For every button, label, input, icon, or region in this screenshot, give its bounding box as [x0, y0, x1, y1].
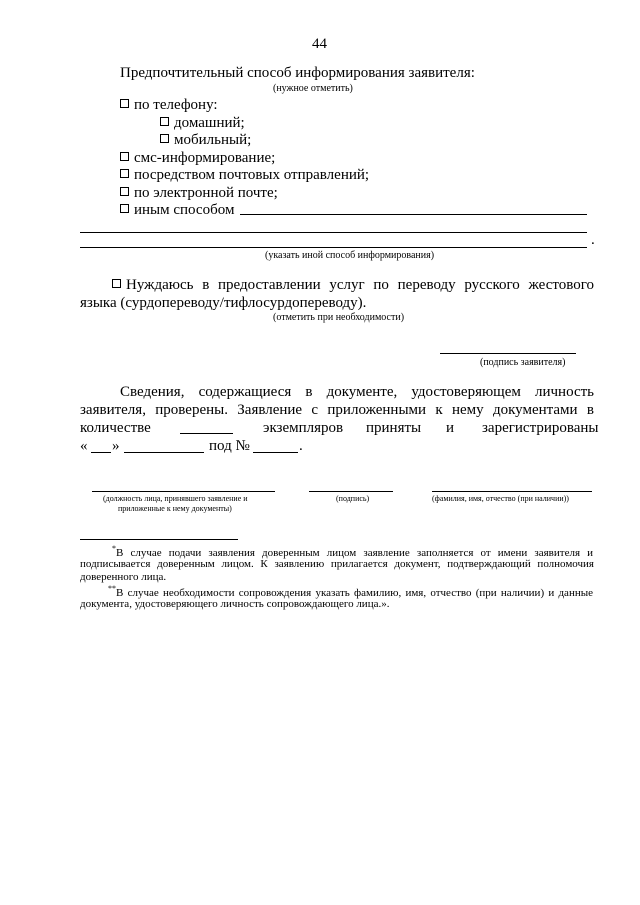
official-signature-line[interactable] [309, 491, 393, 492]
official-position-hint-2: приложенные к нему документы) [118, 504, 232, 513]
option-email[interactable] [120, 185, 278, 202]
verification-line-1: Сведения, содержащиеся в документе, удостоверяющем личность [120, 384, 594, 400]
official-name-line[interactable] [432, 491, 592, 492]
copies-count-line[interactable] [180, 433, 233, 434]
footnote-1-mark: * [112, 544, 116, 553]
official-position-line[interactable] [92, 491, 275, 492]
registration-number-label: под № [209, 438, 250, 454]
applicant-signature-hint: (подпись заявителя) [480, 357, 566, 368]
option-sms-label: смс-информирование; [134, 150, 276, 166]
sign-language-line-1: Нуждаюсь в предоставлении услуг по переводу русского жестового [126, 277, 594, 293]
checkbox-icon[interactable] [160, 134, 169, 143]
page-number: 44 [312, 36, 327, 52]
verification-word-copies: экземпляров [263, 420, 344, 436]
inform-hint: (нужное отметить) [273, 83, 353, 94]
sign-language-hint: (отметить при необходимости) [273, 312, 405, 323]
other-method-line-2[interactable] [80, 232, 587, 233]
option-home-label: домашний; [174, 115, 245, 131]
option-phone-label: по телефону: [134, 97, 218, 113]
sign-language-option[interactable] [112, 277, 594, 294]
option-mobile-label: мобильный; [174, 132, 252, 148]
option-home-phone[interactable] [160, 115, 245, 132]
registration-number-line[interactable] [253, 452, 298, 453]
date-quote-close: » [112, 438, 120, 454]
date-day-line[interactable] [91, 452, 111, 453]
sign-language-line-2: языка (сурдопереводу/тифлосурдопереводу). [80, 295, 367, 311]
official-position-hint-1: (должность лица, принявшего заявление и [103, 494, 248, 503]
checkbox-icon[interactable] [120, 187, 129, 196]
footnote-1-line-1 [112, 544, 593, 559]
option-post-label: посредством почтовых отправлений; [134, 167, 370, 183]
official-name-hint: (фамилия, имя, отчество (при наличии)) [432, 494, 569, 503]
official-signature-hint: (подпись) [336, 494, 370, 503]
inform-heading: Предпочтительный способ информирования заявителя: [120, 65, 475, 81]
date-month-line[interactable] [124, 452, 204, 453]
verification-line-2: заявителя, проверены. Заявление с приложенными к нему документами в [80, 402, 594, 418]
footnote-separator [80, 539, 238, 540]
other-method-line-3[interactable] [80, 247, 587, 248]
checkbox-icon[interactable] [120, 99, 129, 108]
footnote-1-text-1: В случае подачи заявления доверенным лицом заявление заполняется от имени заявителя и [116, 546, 593, 559]
checkbox-icon[interactable] [160, 117, 169, 126]
option-other[interactable] [120, 202, 234, 219]
verification-word-accepted: приняты [366, 420, 422, 436]
checkbox-icon[interactable] [120, 204, 129, 213]
footnote-1-line-2: подписывается доверенным лицом. К заявлению прилагается документ, подтверждающий полномочия [80, 558, 594, 570]
option-email-label: по электронной почте; [134, 185, 278, 201]
footnote-1-line-3: доверенного лица. [80, 571, 167, 583]
line-end-dot: . [591, 232, 595, 248]
other-method-line-1[interactable] [240, 214, 587, 215]
option-sms[interactable] [120, 150, 275, 167]
footnote-2-text-1: В случае необходимости сопровождения указать фамилию, имя, отчество (при наличии) и данные [116, 586, 593, 599]
option-post[interactable] [120, 167, 369, 184]
footnote-2-line-2: документа, удостоверяющего личность сопровождающего лица.». [80, 598, 390, 610]
footnote-2-line-1 [108, 584, 593, 599]
checkbox-icon[interactable] [120, 152, 129, 161]
option-mobile-phone[interactable] [160, 132, 251, 149]
verification-word-and: и [446, 420, 455, 436]
verification-word-quantity: количестве [80, 420, 151, 436]
applicant-signature-line[interactable] [440, 353, 576, 354]
footnote-2-mark: ** [108, 584, 116, 593]
line-end-period: . [299, 438, 303, 454]
checkbox-icon[interactable] [112, 279, 121, 288]
other-method-hint: (указать иной способ информирования) [265, 250, 435, 261]
date-quote-open: « [80, 438, 88, 454]
verification-word-registered: зарегистрированы [482, 420, 599, 436]
option-phone[interactable] [120, 97, 218, 114]
checkbox-icon[interactable] [120, 169, 129, 178]
option-other-label: иным способом [134, 202, 235, 218]
